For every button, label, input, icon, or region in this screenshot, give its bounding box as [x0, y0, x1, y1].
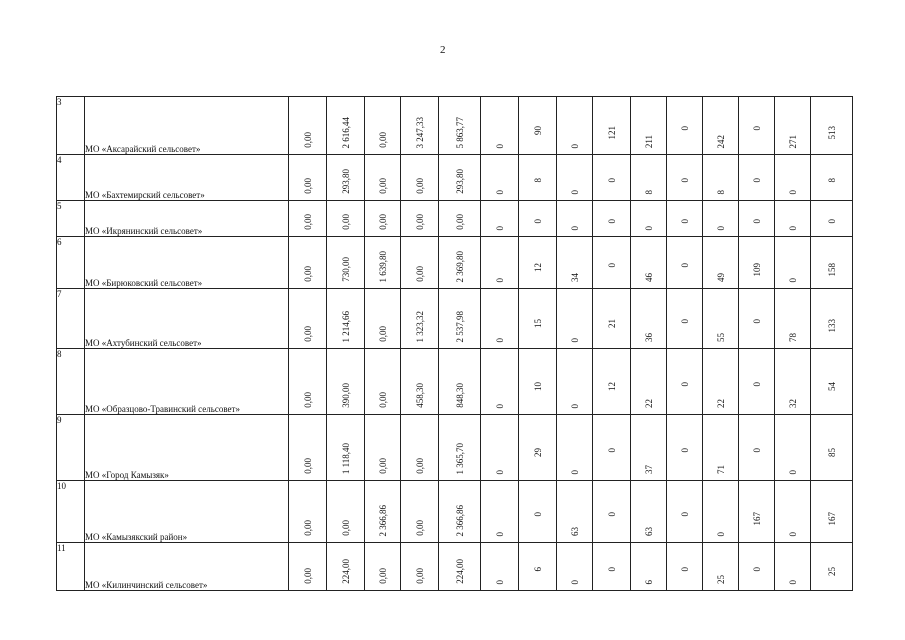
cell-value: 848,30 — [454, 383, 465, 408]
cell-value: 0,00 — [377, 132, 388, 148]
cell-value: 0,00 — [377, 568, 388, 584]
value-cell — [519, 155, 557, 201]
cell-value: 25 — [715, 575, 726, 584]
cell-value: 0 — [679, 318, 690, 323]
value-cell — [439, 237, 481, 289]
value-cell — [401, 481, 439, 543]
value-cell — [327, 289, 365, 349]
cell-value: 0 — [715, 225, 726, 230]
value-cell — [401, 289, 439, 349]
cell-value: 271 — [787, 134, 798, 148]
cell-value: 34 — [569, 273, 580, 282]
value-cell — [365, 543, 401, 591]
cell-value: 0 — [532, 218, 543, 223]
cell-value: 0 — [606, 177, 617, 182]
value-cell — [775, 415, 811, 481]
cell-value: 37 — [643, 465, 654, 474]
cell-value: 0 — [643, 225, 654, 230]
cell-value: 224,00 — [454, 559, 465, 584]
value-cell — [775, 155, 811, 201]
cell-value: 0 — [787, 531, 798, 536]
cell-value: 0,00 — [340, 214, 351, 230]
municipality-name: МО «Бахтемирский сельсовет» — [85, 155, 289, 201]
cell-value: 22 — [643, 399, 654, 408]
cell-value: 0 — [606, 447, 617, 452]
cell-value: 121 — [606, 125, 617, 139]
value-cell — [519, 349, 557, 415]
value-cell — [519, 481, 557, 543]
value-cell — [593, 237, 631, 289]
value-cell — [667, 543, 703, 591]
cell-value: 0 — [679, 566, 690, 571]
cell-value: 458,30 — [414, 383, 425, 408]
value-cell — [811, 481, 853, 543]
value-cell — [557, 349, 593, 415]
row-number: 5 — [57, 201, 85, 237]
value-cell — [631, 349, 667, 415]
cell-value: 0,00 — [377, 326, 388, 342]
municipality-name: МО «Образцово-Травинский сельсовет» — [85, 349, 289, 415]
value-cell — [439, 201, 481, 237]
value-cell — [401, 415, 439, 481]
cell-value: 0 — [606, 262, 617, 267]
cell-value: 513 — [826, 125, 837, 139]
cell-value: 167 — [751, 511, 762, 525]
cell-value: 133 — [826, 318, 837, 332]
value-cell — [667, 237, 703, 289]
cell-value: 12 — [606, 381, 617, 391]
value-cell — [593, 349, 631, 415]
value-cell — [775, 481, 811, 543]
value-cell — [703, 543, 739, 591]
value-cell — [557, 237, 593, 289]
cell-value: 0,00 — [414, 520, 425, 536]
value-cell — [557, 97, 593, 155]
value-cell — [667, 349, 703, 415]
value-cell — [739, 415, 775, 481]
cell-value: 0 — [751, 177, 762, 182]
table-row — [57, 543, 853, 591]
cell-value: 0 — [679, 447, 690, 452]
cell-value: 0 — [569, 403, 580, 408]
municipality-name: МО «Аксарайский сельсовет» — [85, 97, 289, 155]
cell-value: 15 — [532, 318, 543, 328]
cell-value: 0 — [787, 469, 798, 474]
value-cell — [289, 97, 327, 155]
cell-value: 2 366,86 — [454, 504, 465, 536]
value-cell — [481, 289, 519, 349]
cell-value: 1 365,70 — [454, 442, 465, 474]
cell-value: 8 — [715, 189, 726, 194]
cell-value: 0 — [569, 337, 580, 342]
value-cell — [365, 237, 401, 289]
value-cell — [593, 201, 631, 237]
value-cell — [481, 97, 519, 155]
cell-value: 63 — [569, 527, 580, 536]
cell-value: 0 — [787, 579, 798, 584]
value-cell — [557, 543, 593, 591]
value-cell — [327, 481, 365, 543]
value-cell — [365, 201, 401, 237]
value-cell — [811, 155, 853, 201]
cell-value: 0 — [679, 177, 690, 182]
cell-value: 0 — [679, 218, 690, 223]
municipality-name: МО «Икрянинский сельсовет» — [85, 201, 289, 237]
value-cell — [289, 237, 327, 289]
cell-value: 63 — [643, 527, 654, 536]
value-cell — [593, 543, 631, 591]
value-cell — [593, 97, 631, 155]
value-cell — [401, 201, 439, 237]
value-cell — [811, 349, 853, 415]
value-cell — [631, 97, 667, 155]
value-cell — [739, 289, 775, 349]
cell-value: 0,00 — [302, 458, 313, 474]
value-cell — [401, 155, 439, 201]
cell-value: 0,00 — [302, 132, 313, 148]
value-cell — [519, 201, 557, 237]
value-cell — [481, 481, 519, 543]
municipality-name: МО «Килинчинский сельсовет» — [85, 543, 289, 591]
table-row — [57, 155, 853, 201]
cell-value: 0 — [494, 531, 505, 536]
cell-value: 0,00 — [414, 214, 425, 230]
table-row — [57, 289, 853, 349]
row-number: 9 — [57, 415, 85, 481]
cell-value: 0 — [751, 125, 762, 130]
cell-value: 0 — [569, 143, 580, 148]
cell-value: 85 — [826, 447, 837, 457]
value-cell — [811, 237, 853, 289]
cell-value: 0,00 — [302, 392, 313, 408]
value-cell — [327, 97, 365, 155]
table-row — [57, 481, 853, 543]
value-cell — [289, 201, 327, 237]
cell-value: 1 323,32 — [414, 310, 425, 342]
cell-value: 0 — [569, 469, 580, 474]
value-cell — [775, 289, 811, 349]
value-cell — [557, 201, 593, 237]
cell-value: 0 — [679, 381, 690, 386]
value-cell — [739, 97, 775, 155]
value-cell — [631, 237, 667, 289]
value-cell — [327, 201, 365, 237]
value-cell — [739, 201, 775, 237]
cell-value: 2 616,44 — [340, 116, 351, 148]
value-cell — [593, 481, 631, 543]
cell-value: 0,00 — [414, 568, 425, 584]
value-cell — [811, 415, 853, 481]
cell-value: 0,00 — [302, 326, 313, 342]
table-row — [57, 97, 853, 155]
value-cell — [439, 97, 481, 155]
cell-value: 390,00 — [340, 383, 351, 408]
value-cell — [327, 349, 365, 415]
value-cell — [327, 543, 365, 591]
cell-value: 55 — [715, 333, 726, 342]
cell-value: 0 — [569, 189, 580, 194]
municipality-name: МО «Ахтубинский сельсовет» — [85, 289, 289, 349]
cell-value: 8 — [643, 189, 654, 194]
cell-value: 0 — [751, 447, 762, 452]
municipality-name: МО «Город Камызяк» — [85, 415, 289, 481]
value-cell — [401, 543, 439, 591]
cell-value: 1 639,80 — [377, 250, 388, 282]
value-cell — [481, 415, 519, 481]
value-cell — [811, 289, 853, 349]
value-cell — [631, 481, 667, 543]
cell-value: 0,00 — [340, 520, 351, 536]
cell-value: 36 — [643, 333, 654, 342]
value-cell — [631, 155, 667, 201]
value-cell — [739, 155, 775, 201]
value-cell — [703, 415, 739, 481]
cell-value: 0 — [532, 511, 543, 516]
value-cell — [667, 155, 703, 201]
value-cell — [703, 97, 739, 155]
cell-value: 49 — [715, 273, 726, 282]
value-cell — [365, 289, 401, 349]
cell-value: 2 366,86 — [377, 504, 388, 536]
cell-value: 293,80 — [340, 169, 351, 194]
value-cell — [811, 543, 853, 591]
cell-value: 0 — [494, 403, 505, 408]
value-cell — [811, 97, 853, 155]
cell-value: 25 — [826, 566, 837, 576]
cell-value: 10 — [532, 381, 543, 391]
value-cell — [519, 415, 557, 481]
cell-value: 0 — [569, 579, 580, 584]
cell-value: 5 863,77 — [454, 116, 465, 148]
table-row — [57, 201, 853, 237]
cell-value: 0 — [751, 381, 762, 386]
value-cell — [593, 415, 631, 481]
cell-value: 0,00 — [377, 214, 388, 230]
cell-value: 0,00 — [414, 458, 425, 474]
value-cell — [667, 289, 703, 349]
value-cell — [631, 415, 667, 481]
value-cell — [703, 237, 739, 289]
value-cell — [557, 415, 593, 481]
cell-value: 0 — [606, 511, 617, 516]
value-cell — [703, 155, 739, 201]
cell-value: 78 — [787, 333, 798, 342]
value-cell — [327, 237, 365, 289]
value-cell — [667, 415, 703, 481]
cell-value: 0 — [494, 277, 505, 282]
cell-value: 6 — [643, 579, 654, 584]
cell-value: 0 — [494, 143, 505, 148]
cell-value: 0 — [494, 579, 505, 584]
value-cell — [289, 349, 327, 415]
cell-value: 22 — [715, 399, 726, 408]
row-number: 3 — [57, 97, 85, 155]
cell-value: 0,00 — [377, 458, 388, 474]
cell-value: 0 — [569, 225, 580, 230]
cell-value: 0 — [715, 531, 726, 536]
cell-value: 167 — [826, 511, 837, 525]
row-number: 4 — [57, 155, 85, 201]
cell-value: 71 — [715, 465, 726, 474]
value-cell — [557, 481, 593, 543]
value-cell — [703, 349, 739, 415]
value-cell — [401, 349, 439, 415]
row-number: 8 — [57, 349, 85, 415]
value-cell — [519, 97, 557, 155]
value-cell — [365, 415, 401, 481]
value-cell — [775, 543, 811, 591]
table-row — [57, 237, 853, 289]
value-cell — [401, 237, 439, 289]
value-cell — [289, 543, 327, 591]
value-cell — [667, 201, 703, 237]
cell-value: 0,00 — [377, 392, 388, 408]
row-number: 7 — [57, 289, 85, 349]
municipal-data-table — [56, 96, 853, 591]
cell-value: 2 369,80 — [454, 250, 465, 282]
cell-value: 0 — [679, 511, 690, 516]
value-cell — [289, 415, 327, 481]
page-number: 2 — [440, 44, 446, 56]
value-cell — [439, 289, 481, 349]
value-cell — [439, 349, 481, 415]
cell-value: 0 — [826, 218, 837, 223]
value-cell — [481, 155, 519, 201]
cell-value: 158 — [826, 262, 837, 276]
cell-value: 0 — [787, 189, 798, 194]
value-cell — [593, 289, 631, 349]
value-cell — [365, 97, 401, 155]
value-cell — [439, 155, 481, 201]
value-cell — [775, 349, 811, 415]
row-number: 11 — [57, 543, 85, 591]
value-cell — [667, 97, 703, 155]
cell-value: 0 — [787, 225, 798, 230]
value-cell — [365, 481, 401, 543]
value-cell — [775, 201, 811, 237]
value-cell — [811, 201, 853, 237]
value-cell — [557, 289, 593, 349]
value-cell — [439, 481, 481, 543]
cell-value: 1 118,40 — [340, 442, 351, 474]
value-cell — [289, 289, 327, 349]
value-cell — [365, 155, 401, 201]
cell-value: 0,00 — [302, 568, 313, 584]
row-number: 6 — [57, 237, 85, 289]
cell-value: 0,00 — [414, 266, 425, 282]
cell-value: 0,00 — [302, 214, 313, 230]
value-cell — [439, 543, 481, 591]
cell-value: 293,80 — [454, 169, 465, 194]
value-cell — [519, 543, 557, 591]
cell-value: 12 — [532, 262, 543, 272]
cell-value: 0,00 — [414, 178, 425, 194]
value-cell — [289, 155, 327, 201]
cell-value: 2 537,98 — [454, 310, 465, 342]
value-cell — [739, 543, 775, 591]
cell-value: 0 — [494, 337, 505, 342]
cell-value: 0 — [494, 469, 505, 474]
cell-value: 0,00 — [302, 178, 313, 194]
table-row — [57, 415, 853, 481]
value-cell — [703, 481, 739, 543]
value-cell — [631, 289, 667, 349]
cell-value: 8 — [826, 177, 837, 182]
value-cell — [481, 543, 519, 591]
value-cell — [289, 481, 327, 543]
cell-value: 54 — [826, 381, 837, 391]
cell-value: 0,00 — [454, 214, 465, 230]
value-cell — [775, 97, 811, 155]
cell-value: 6 — [532, 566, 543, 571]
value-cell — [631, 543, 667, 591]
value-cell — [519, 237, 557, 289]
cell-value: 0,00 — [302, 520, 313, 536]
value-cell — [481, 237, 519, 289]
value-cell — [481, 201, 519, 237]
municipality-name: МО «Камызякский район» — [85, 481, 289, 543]
cell-value: 0,00 — [377, 178, 388, 194]
value-cell — [519, 289, 557, 349]
value-cell — [739, 481, 775, 543]
cell-value: 0 — [679, 125, 690, 130]
table-row — [57, 349, 853, 415]
cell-value: 0 — [679, 262, 690, 267]
value-cell — [327, 155, 365, 201]
cell-value: 8 — [532, 177, 543, 182]
value-cell — [703, 201, 739, 237]
value-cell — [667, 481, 703, 543]
cell-value: 0 — [494, 189, 505, 194]
cell-value: 242 — [715, 134, 726, 148]
cell-value: 0 — [606, 218, 617, 223]
cell-value: 0 — [787, 277, 798, 282]
value-cell — [557, 155, 593, 201]
cell-value: 21 — [606, 318, 617, 328]
value-cell — [365, 349, 401, 415]
cell-value: 3 247,33 — [414, 116, 425, 148]
cell-value: 46 — [643, 273, 654, 282]
value-cell — [631, 201, 667, 237]
cell-value: 211 — [643, 134, 654, 148]
cell-value: 0 — [606, 566, 617, 571]
cell-value: 0 — [751, 218, 762, 223]
cell-value: 109 — [751, 262, 762, 276]
cell-value: 29 — [532, 447, 543, 457]
row-number: 10 — [57, 481, 85, 543]
cell-value: 0,00 — [302, 266, 313, 282]
value-cell — [739, 237, 775, 289]
cell-value: 0 — [751, 318, 762, 323]
cell-value: 730,00 — [340, 257, 351, 282]
value-cell — [327, 415, 365, 481]
value-cell — [703, 289, 739, 349]
cell-value: 0 — [494, 225, 505, 230]
cell-value: 224,00 — [340, 559, 351, 584]
cell-value: 90 — [532, 125, 543, 135]
value-cell — [775, 237, 811, 289]
cell-value: 0 — [751, 566, 762, 571]
value-cell — [439, 415, 481, 481]
value-cell — [401, 97, 439, 155]
cell-value: 32 — [787, 399, 798, 408]
cell-value: 1 214,66 — [340, 310, 351, 342]
value-cell — [739, 349, 775, 415]
value-cell — [593, 155, 631, 201]
municipality-name: МО «Бирюковский сельсовет» — [85, 237, 289, 289]
value-cell — [481, 349, 519, 415]
